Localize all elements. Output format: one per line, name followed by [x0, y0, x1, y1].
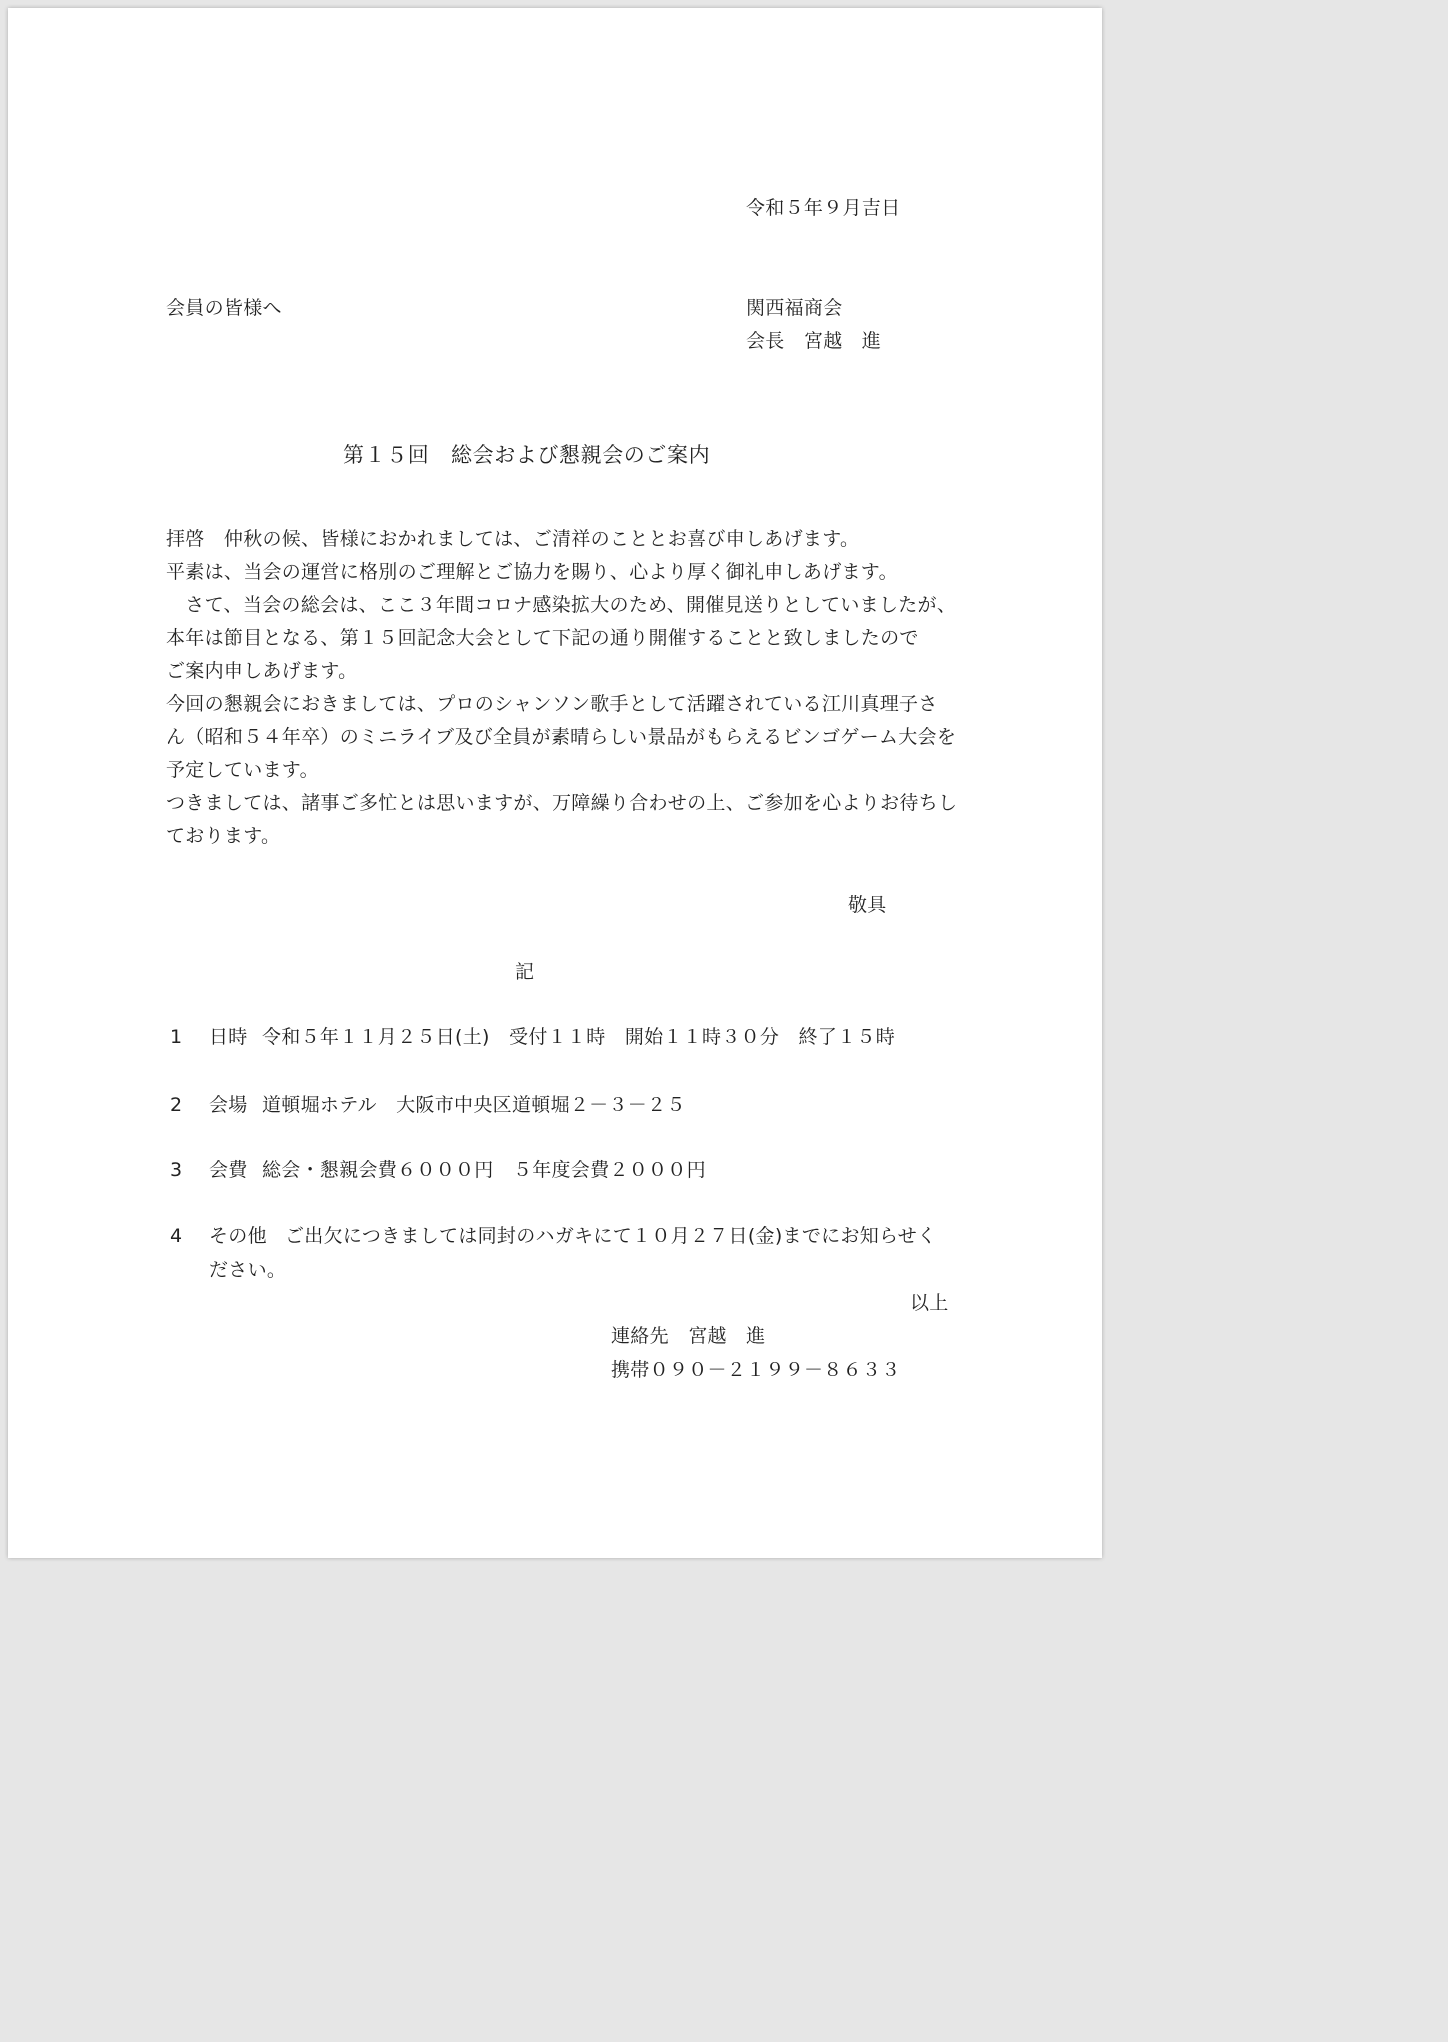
item-other — [170, 1224, 970, 1284]
item-value-continued: ださい。 — [209, 1259, 287, 1281]
item-datetime — [170, 1025, 970, 1049]
item-value: 道頓堀ホテル 大阪市中央区道頓堀２－３－２５ — [262, 1094, 686, 1116]
item-value: 総会・懇親会費６０００円 ５年度会費２０００円 — [262, 1159, 706, 1181]
body-line: 予定しています。 — [166, 759, 319, 781]
item-value: 令和５年１１月２５日(土) 受付１１時 開始１１時３０分 終了１５時 — [262, 1026, 896, 1048]
item-number: 1 — [170, 1026, 183, 1048]
item-label: 日時 — [209, 1026, 248, 1048]
addressee: 会員の皆様へ — [166, 297, 282, 319]
body-line: さて、当会の総会は、ここ３年間コロナ感染拡大のため、開催見送りとしていましたが、 — [166, 594, 957, 616]
sender-organization: 関西福商会 — [746, 297, 843, 319]
closing-keigu: 敬具 — [848, 894, 887, 916]
body-line: ご案内申しあげます。 — [166, 660, 358, 682]
body-line: 拝啓 仲秋の候、皆様におかれましては、ご清祥のこととお喜び申しあげます。 — [166, 528, 860, 550]
body-line: ております。 — [166, 825, 281, 847]
contact-phone: 携帯０９０－２１９９－８６３３ — [611, 1359, 901, 1381]
item-number: 2 — [170, 1094, 183, 1116]
item-value: ご出欠につきましては同封のハガキにて１０月２７日(金)までにお知らせく — [285, 1225, 937, 1247]
document-page — [8, 8, 1102, 1558]
ki-heading: 記 — [515, 961, 535, 983]
issue-date: 令和５年９月吉日 — [746, 197, 901, 219]
document-title: 第１５回 総会および懇親会のご案内 — [343, 443, 711, 467]
body-line: ん（昭和５４年卒）のミニライブ及び全員が素晴らしい景品がもらえるビンゴゲーム大会を — [166, 726, 957, 748]
sender-name: 会長 宮越 進 — [746, 330, 882, 352]
item-venue — [170, 1093, 970, 1117]
item-number: 4 — [170, 1225, 183, 1247]
item-label: 会費 — [209, 1159, 248, 1181]
body-line: 今回の懇親会におきましては、プロのシャンソン歌手として活躍されている江川真理子さ — [166, 693, 938, 715]
closing-ijou: 以上 — [910, 1292, 949, 1314]
item-label: 会場 — [209, 1094, 248, 1116]
body-line: 平素は、当会の運営に格別のご理解とご協力を賜り、心より厚く御礼申しあげます。 — [166, 561, 898, 583]
body-line: つきましては、諸事ご多忙とは思いますが、万障繰り合わせの上、ご参加を心よりお待ちし — [166, 792, 958, 814]
item-fee — [170, 1158, 970, 1182]
contact-person: 連絡先 宮越 進 — [611, 1325, 766, 1347]
item-number: 3 — [170, 1159, 183, 1181]
body-text — [166, 523, 957, 853]
item-label: その他 — [209, 1225, 267, 1247]
body-line: 本年は節目となる、第１５回記念大会として下記の通り開催することと致しましたので — [166, 627, 919, 649]
